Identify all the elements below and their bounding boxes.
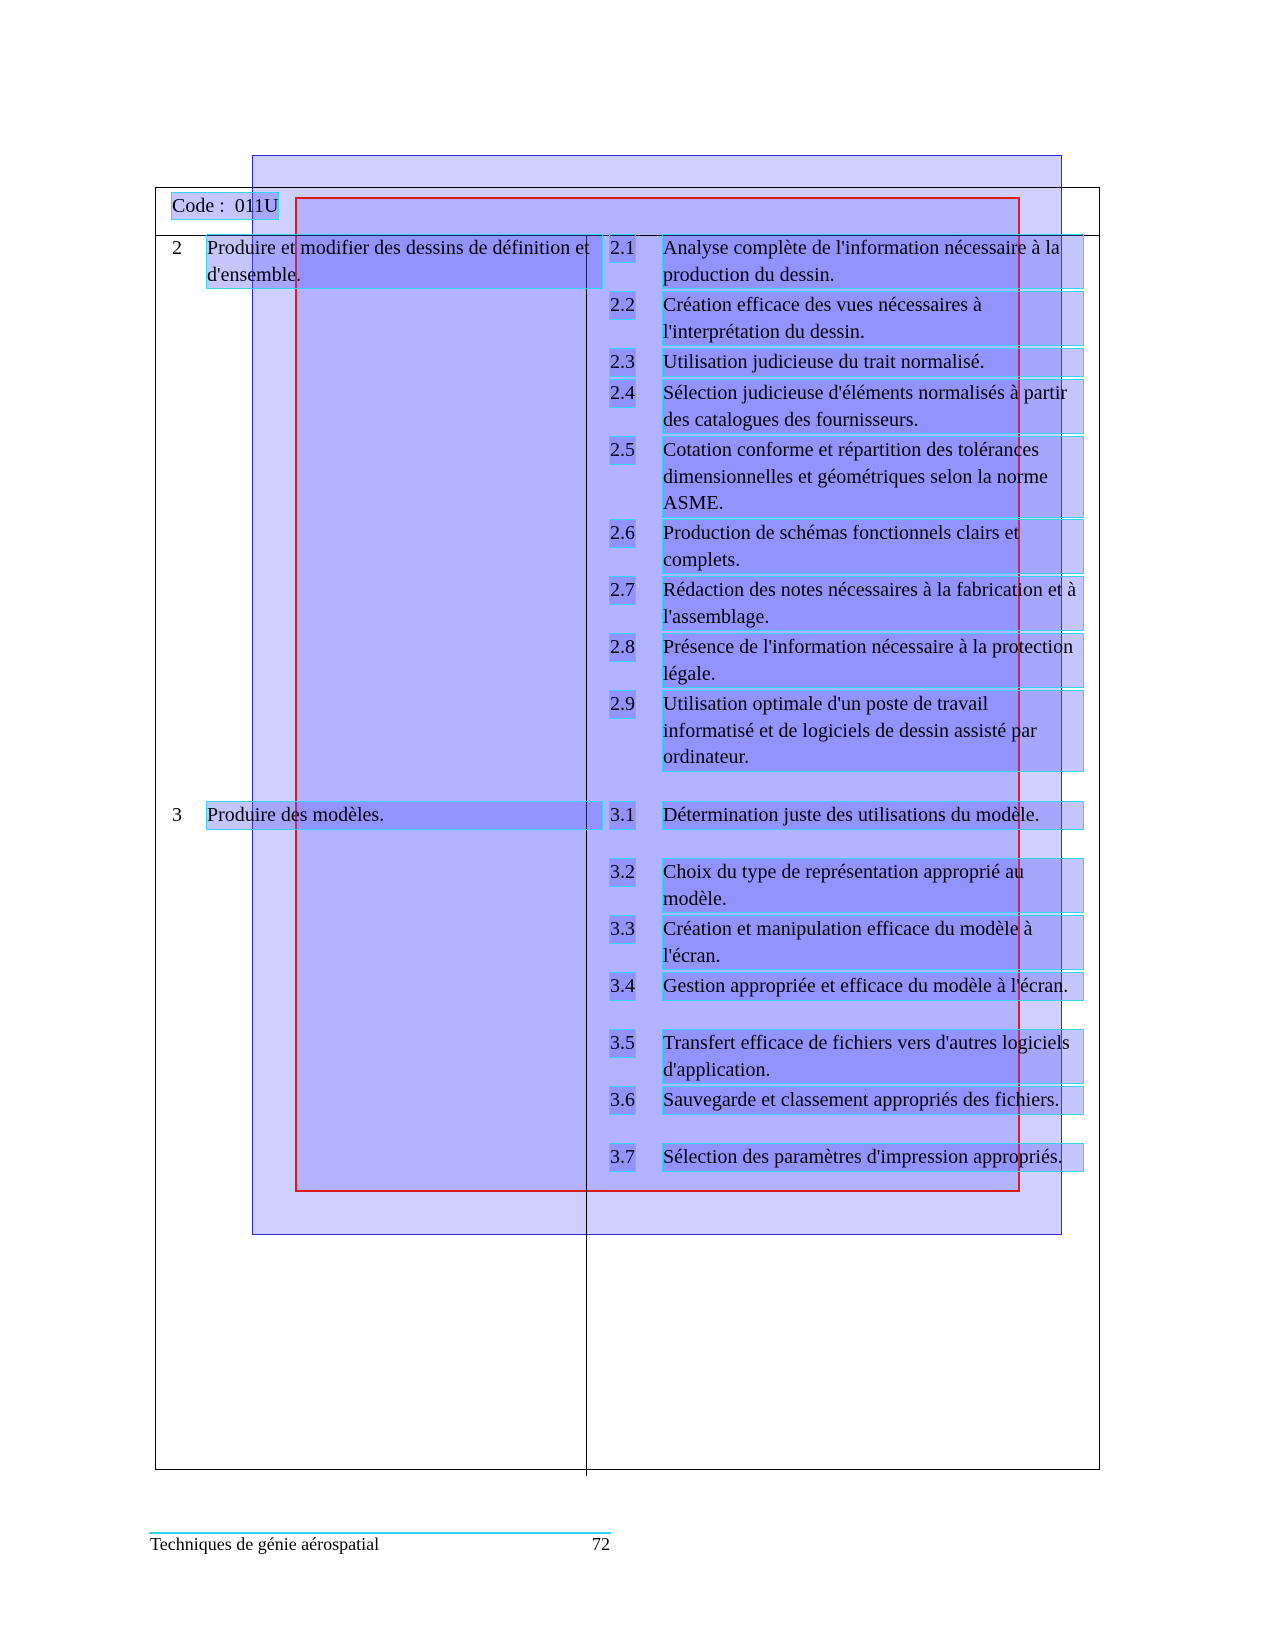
element-number: 2.9	[610, 691, 635, 718]
footer-program-title: Techniques de génie aérospatial	[150, 1534, 380, 1554]
element-number: 3.2	[610, 859, 635, 886]
element-number: 2.2	[610, 292, 635, 319]
element-text: Choix du type de représentation approprié au modèle.	[663, 859, 1083, 912]
element-text: Création et manipulation efficace du modèle à l'écran.	[663, 916, 1083, 969]
element-text: Sélection des paramètres d'impression appropriés.	[663, 1144, 1083, 1171]
element-number: 3.5	[610, 1030, 635, 1057]
code-header	[172, 193, 278, 219]
element-text: Utilisation judicieuse du trait normalisé.	[663, 349, 1083, 376]
element-number: 2.1	[610, 235, 635, 262]
element-text: Cotation conforme et répartition des tolérances dimensionnelles et géométriques selon la norme ASME.	[663, 437, 1083, 517]
element-text: Détermination juste des utilisations du modèle.	[663, 802, 1083, 829]
page-number: 72	[592, 1534, 610, 1554]
element-text: Rédaction des notes nécessaires à la fabrication et à l'assemblage.	[663, 577, 1083, 630]
element-text: Analyse complète de l'information nécessaire à la production du dessin.	[663, 235, 1083, 288]
element-number: 2.4	[610, 380, 635, 407]
element-number: 3.7	[610, 1144, 635, 1171]
competency-number: 3	[172, 804, 182, 826]
element-text: Création efficace des vues nécessaires à l'interprétation du dessin.	[663, 292, 1083, 345]
element-number: 2.5	[610, 437, 635, 464]
code-label: Code :	[172, 195, 225, 217]
element-number: 3.6	[610, 1087, 635, 1114]
code-value: 011U	[234, 195, 279, 217]
competency-3	[172, 802, 602, 830]
element-number: 2.3	[610, 349, 635, 376]
element-text: Présence de l'information nécessaire à la protection légale.	[663, 634, 1083, 687]
element-number: 3.3	[610, 916, 635, 943]
element-number: 3.1	[610, 802, 635, 829]
competency-text: Produire des modèles.	[207, 802, 602, 829]
element-text: Utilisation optimale d'un poste de travail informatisé et de logiciels de dessin assisté par ordinateur.	[663, 691, 1083, 771]
element-text: Production de schémas fonctionnels clairs et complets.	[663, 520, 1083, 573]
element-number: 2.6	[610, 520, 635, 547]
element-number: 3.4	[610, 973, 635, 1000]
element-text: Sélection judicieuse d'éléments normalisés à partir des catalogues des fournisseurs.	[663, 380, 1083, 433]
element-text: Transfert efficace de fichiers vers d'autres logiciels d'application.	[663, 1030, 1083, 1083]
element-number: 2.7	[610, 577, 635, 604]
competency-2	[172, 235, 602, 289]
element-text: Gestion appropriée et efficace du modèle à l'écran.	[663, 973, 1083, 1000]
column-divider	[586, 236, 587, 1476]
competency-text: Produire et modifier des dessins de définition et d'ensemble.	[207, 235, 602, 288]
element-number: 2.8	[610, 634, 635, 661]
competency-number: 2	[172, 237, 182, 259]
element-text: Sauvegarde et classement appropriés des fichiers.	[663, 1087, 1083, 1114]
